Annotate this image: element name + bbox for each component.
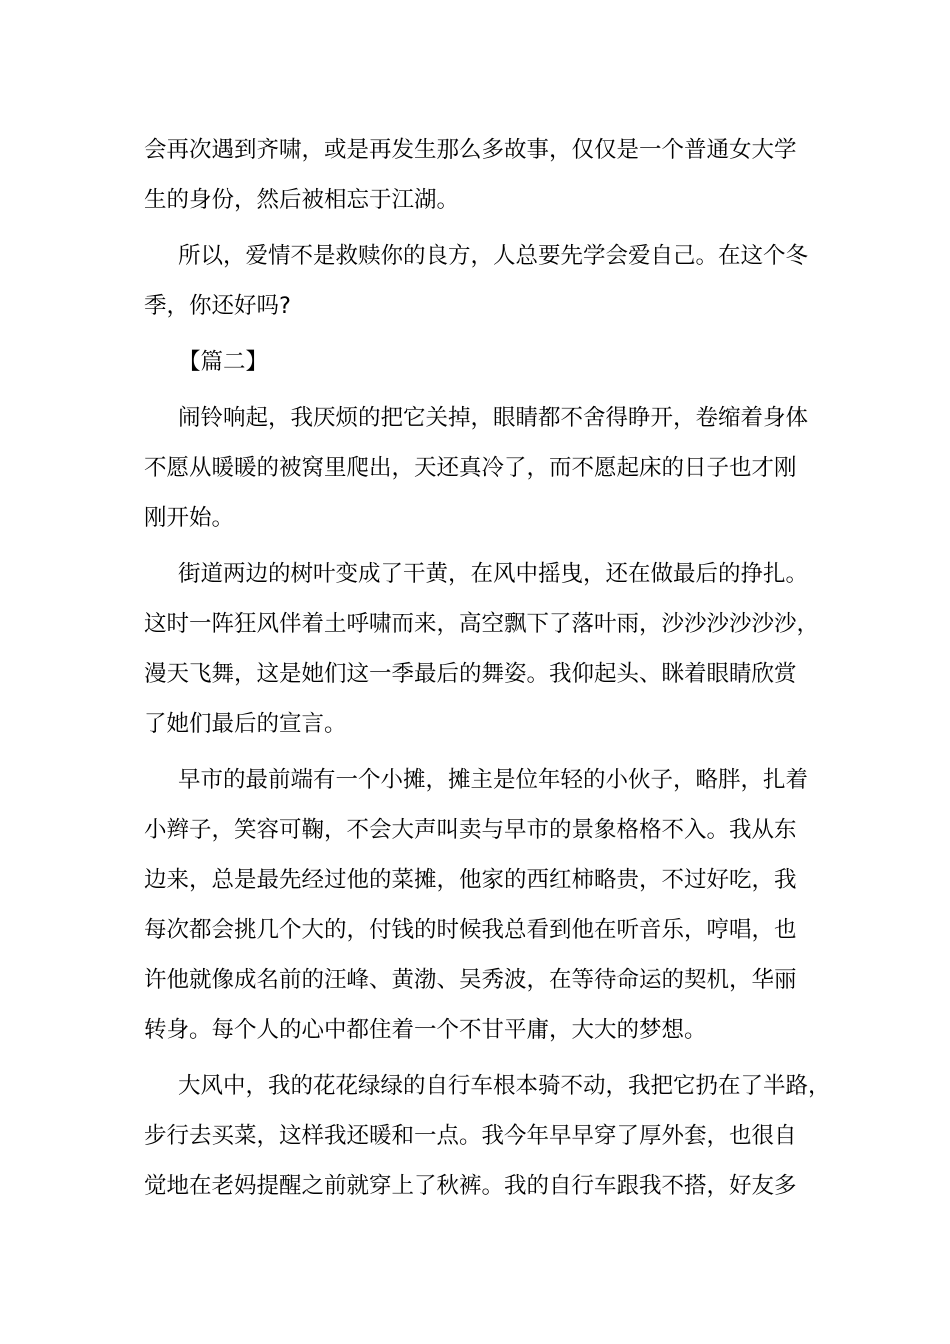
text-line: 会再次遇到齐啸，或是再发生那么多故事，仅仅是一个普通女大学 [144,137,797,163]
text-line: 季，你还好吗? [144,293,291,319]
paragraph-first-line: 早市的最前端有一个小摊，摊主是位年轻的小伙子，略胖，扎着 [178,767,809,793]
text-line: 许他就像成名前的汪峰、黄渤、吴秀波，在等待命运的契机，华丽 [144,967,797,993]
paragraph-first-line: 大风中，我的花花绿绿的自行车根本骑不动，我把它扔在了半路， [178,1073,831,1099]
text-line: 刚开始。 [144,505,235,531]
text-line: 这时一阵狂风伴着土呼啸而来，高空飘下了落叶雨，沙沙沙沙沙沙， [144,611,820,637]
text-line: 漫天飞舞，这是她们这一季最后的舞姿。我仰起头、眯着眼睛欣赏 [144,661,797,687]
text-line: 步行去买菜，这样我还暖和一点。我今年早早穿了厚外套，也很自 [144,1123,797,1149]
text-line: 小辫子，笑容可鞠，不会大声叫卖与早市的景象格格不入。我从东 [144,817,797,843]
section-heading: 【篇二】 [178,349,269,375]
paragraph-first-line: 闹铃响起，我厌烦的把它关掉，眼睛都不舍得睁开，卷缩着身体 [178,405,809,431]
text-line: 边来，总是最先经过他的菜摊，他家的西红柿略贵，不过好吃，我 [144,867,797,893]
text-line: 了她们最后的宣言。 [144,711,347,737]
paragraph-first-line: 街道两边的树叶变成了干黄，在风中摇曳，还在做最后的挣扎。 [178,561,809,587]
paragraph-first-line: 所以，爱情不是救赎你的良方，人总要先学会爱自己。在这个冬 [178,243,809,269]
text-line: 不愿从暖暖的被窝里爬出，天还真冷了，而不愿起床的日子也才刚 [144,455,797,481]
text-line: 觉地在老妈提醒之前就穿上了秋裤。我的自行车跟我不搭，好友多 [144,1173,797,1199]
text-line: 生的身份，然后被相忘于江湖。 [144,187,460,213]
text-line: 每次都会挑几个大的，付钱的时候我总看到他在听音乐，哼唱，也 [144,917,797,943]
text-line: 转身。每个人的心中都住着一个不甘平庸，大大的梦想。 [144,1017,707,1043]
